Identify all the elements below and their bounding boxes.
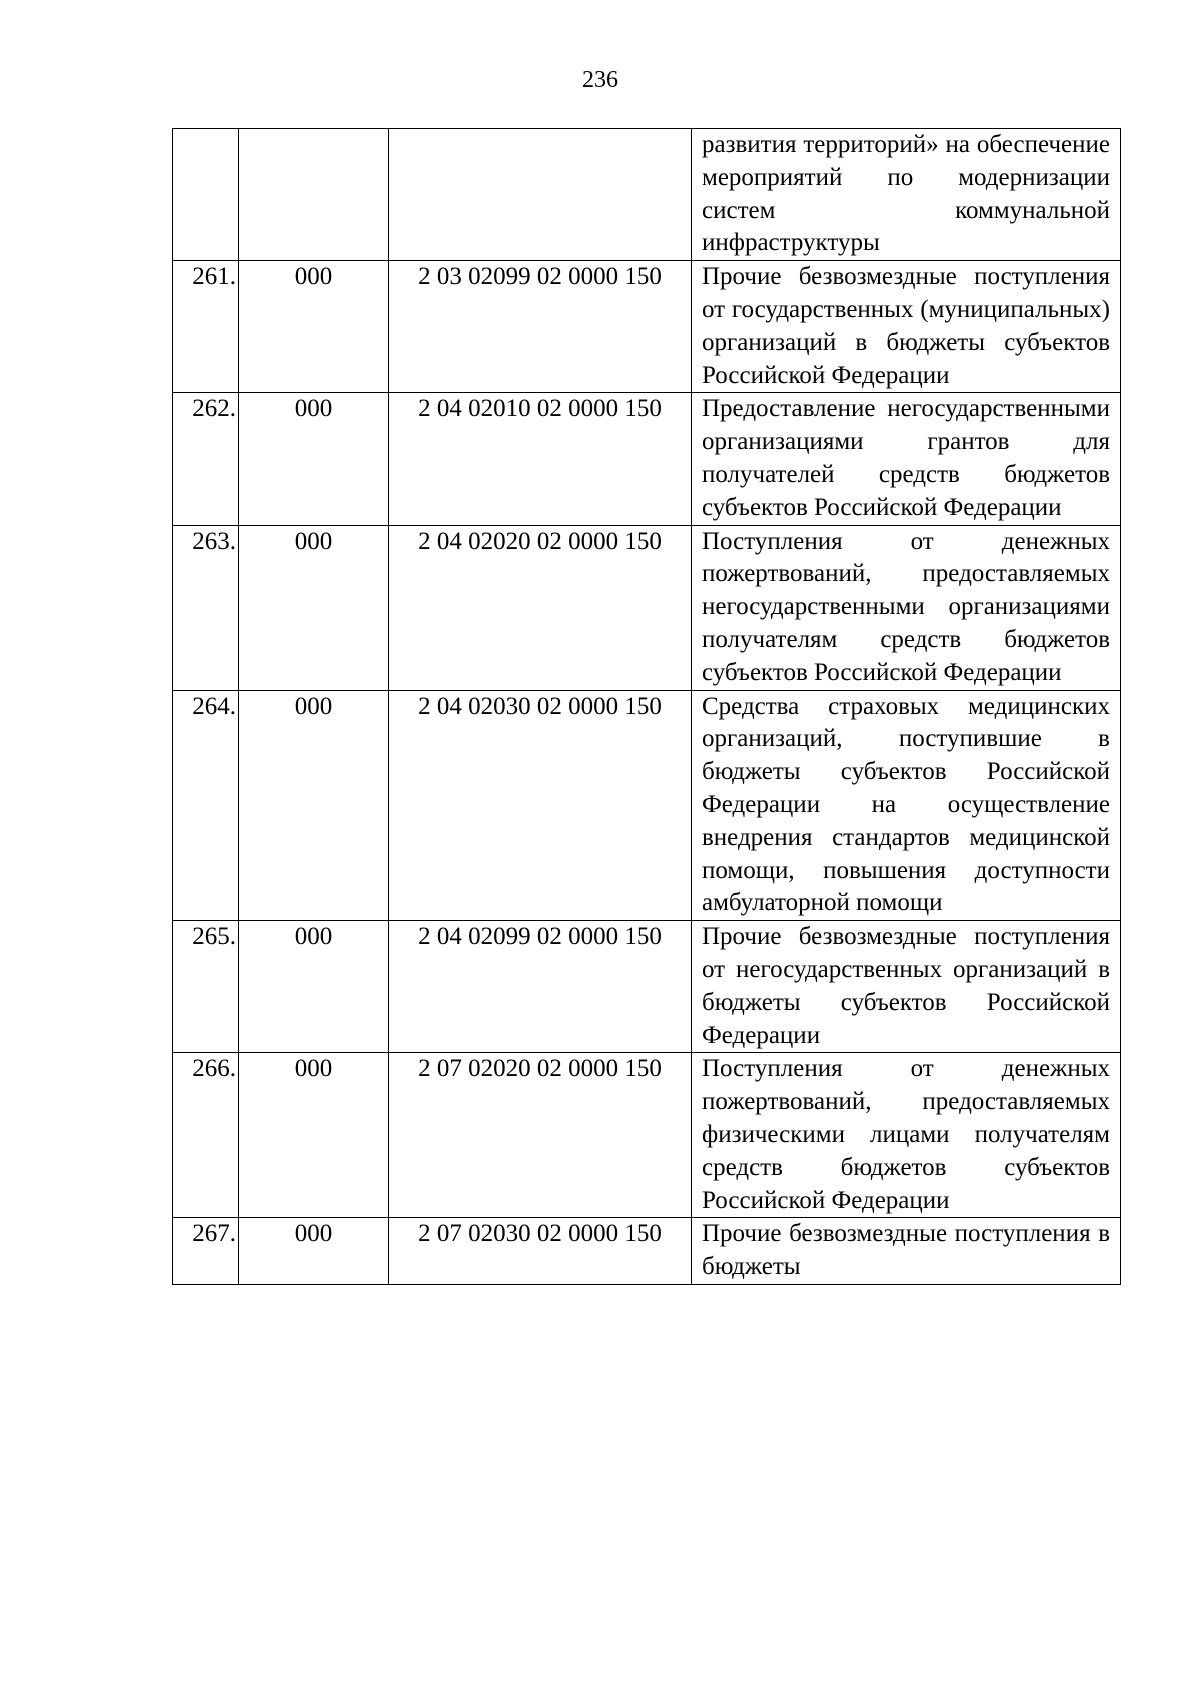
revenue-description-cell: [692, 393, 1121, 525]
revenue-description-cell: [692, 525, 1121, 690]
admin-code-cell: [239, 393, 389, 525]
admin-code-cell: [239, 921, 389, 1053]
revenue-code-cell: [389, 921, 692, 1053]
revenue-description: Прочие безвозмездные поступления в бюджеты: [702, 1220, 1110, 1281]
revenue-code: 2 04 02020 02 0000 150: [418, 527, 662, 555]
row-number-cell: [173, 525, 239, 690]
table-row: [173, 690, 1121, 921]
revenue-code: 2 04 02099 02 0000 150: [418, 923, 662, 951]
row-number-cell: [173, 129, 239, 261]
revenue-code: 2 04 02010 02 0000 150: [418, 395, 662, 423]
revenue-description-cell: [692, 261, 1121, 393]
row-number: 267.: [192, 1220, 236, 1248]
row-number-cell: [173, 921, 239, 1053]
revenue-code-cell: [389, 1218, 692, 1285]
row-number-cell: [173, 261, 239, 393]
revenue-description: Средства страховых медицинских организаций, поступившие в бюджеты субъектов Российской Федерации на осуществление внедрения стандартов медицинской помощи, повышения доступности амбулаторной помощи: [702, 692, 1110, 917]
row-number-cell: [173, 1053, 239, 1218]
row-number: 265.: [192, 923, 236, 951]
table-row: [173, 261, 1121, 393]
admin-code: 000: [294, 1055, 333, 1083]
revenue-code-cell: [389, 393, 692, 525]
admin-code: 000: [294, 1220, 333, 1248]
revenue-description: Предоставление негосударственными организациями грантов для получателей средств бюджетов субъектов Российской Федерации: [702, 395, 1110, 521]
revenue-description-cell: [692, 921, 1121, 1053]
admin-code: 000: [294, 527, 333, 555]
revenue-description: Прочие безвозмездные поступления от негосударственных организаций в бюджеты субъектов Российской Федерации: [702, 923, 1110, 1049]
revenue-description: развития территорий» на обеспечение мероприятий по модернизации систем коммунальной инфраструктуры: [702, 131, 1110, 257]
table-row: [173, 1053, 1121, 1218]
revenue-code: 2 04 02030 02 0000 150: [418, 692, 662, 720]
table-row: [173, 921, 1121, 1053]
revenue-code: 2 03 02099 02 0000 150: [418, 263, 662, 291]
revenue-description-cell: [692, 690, 1121, 921]
row-number-cell: [173, 1218, 239, 1285]
admin-code: 000: [294, 692, 333, 720]
table-row: [173, 525, 1121, 690]
row-number-cell: [173, 393, 239, 525]
row-number: 262.: [192, 395, 236, 423]
revenue-description-cell: [692, 129, 1121, 261]
row-number: 264.: [192, 692, 236, 720]
row-number: 263.: [192, 527, 236, 555]
admin-code-cell: [239, 1053, 389, 1218]
admin-code-cell: [239, 690, 389, 921]
revenue-description: Прочие безвозмездные поступления от государственных (муниципальных) организаций в бюджеты субъектов Российской Федерации: [702, 263, 1110, 389]
table-row: [173, 129, 1121, 261]
page-number: 236: [582, 67, 618, 93]
row-number: 261.: [192, 263, 236, 291]
revenue-description-cell: [692, 1053, 1121, 1218]
row-number-cell: [173, 690, 239, 921]
admin-code: 000: [294, 923, 333, 951]
admin-code: 000: [294, 263, 333, 291]
row-number: 266.: [192, 1055, 236, 1083]
admin-code-cell: [239, 1218, 389, 1285]
revenue-description: Поступления от денежных пожертвований, предоставляемых физическими лицами получателям средств бюджетов субъектов Российской Федерации: [702, 1055, 1110, 1214]
table-row: [173, 393, 1121, 525]
revenue-code: 2 07 02030 02 0000 150: [418, 1220, 662, 1248]
revenue-code-cell: [389, 261, 692, 393]
admin-code-cell: [239, 129, 389, 261]
table-row: [173, 1218, 1121, 1285]
revenue-code: 2 07 02020 02 0000 150: [418, 1055, 662, 1083]
revenue-description-cell: [692, 1218, 1121, 1285]
revenue-code-cell: [389, 1053, 692, 1218]
revenue-classification-table: [172, 128, 1121, 1285]
revenue-code-cell: [389, 129, 692, 261]
revenue-code-cell: [389, 525, 692, 690]
admin-code-cell: [239, 261, 389, 393]
revenue-description: Поступления от денежных пожертвований, предоставляемых негосударственными организациями получателям средств бюджетов субъектов Российской Федерации: [702, 527, 1110, 686]
admin-code-cell: [239, 525, 389, 690]
admin-code: 000: [294, 395, 333, 423]
revenue-code-cell: [389, 690, 692, 921]
